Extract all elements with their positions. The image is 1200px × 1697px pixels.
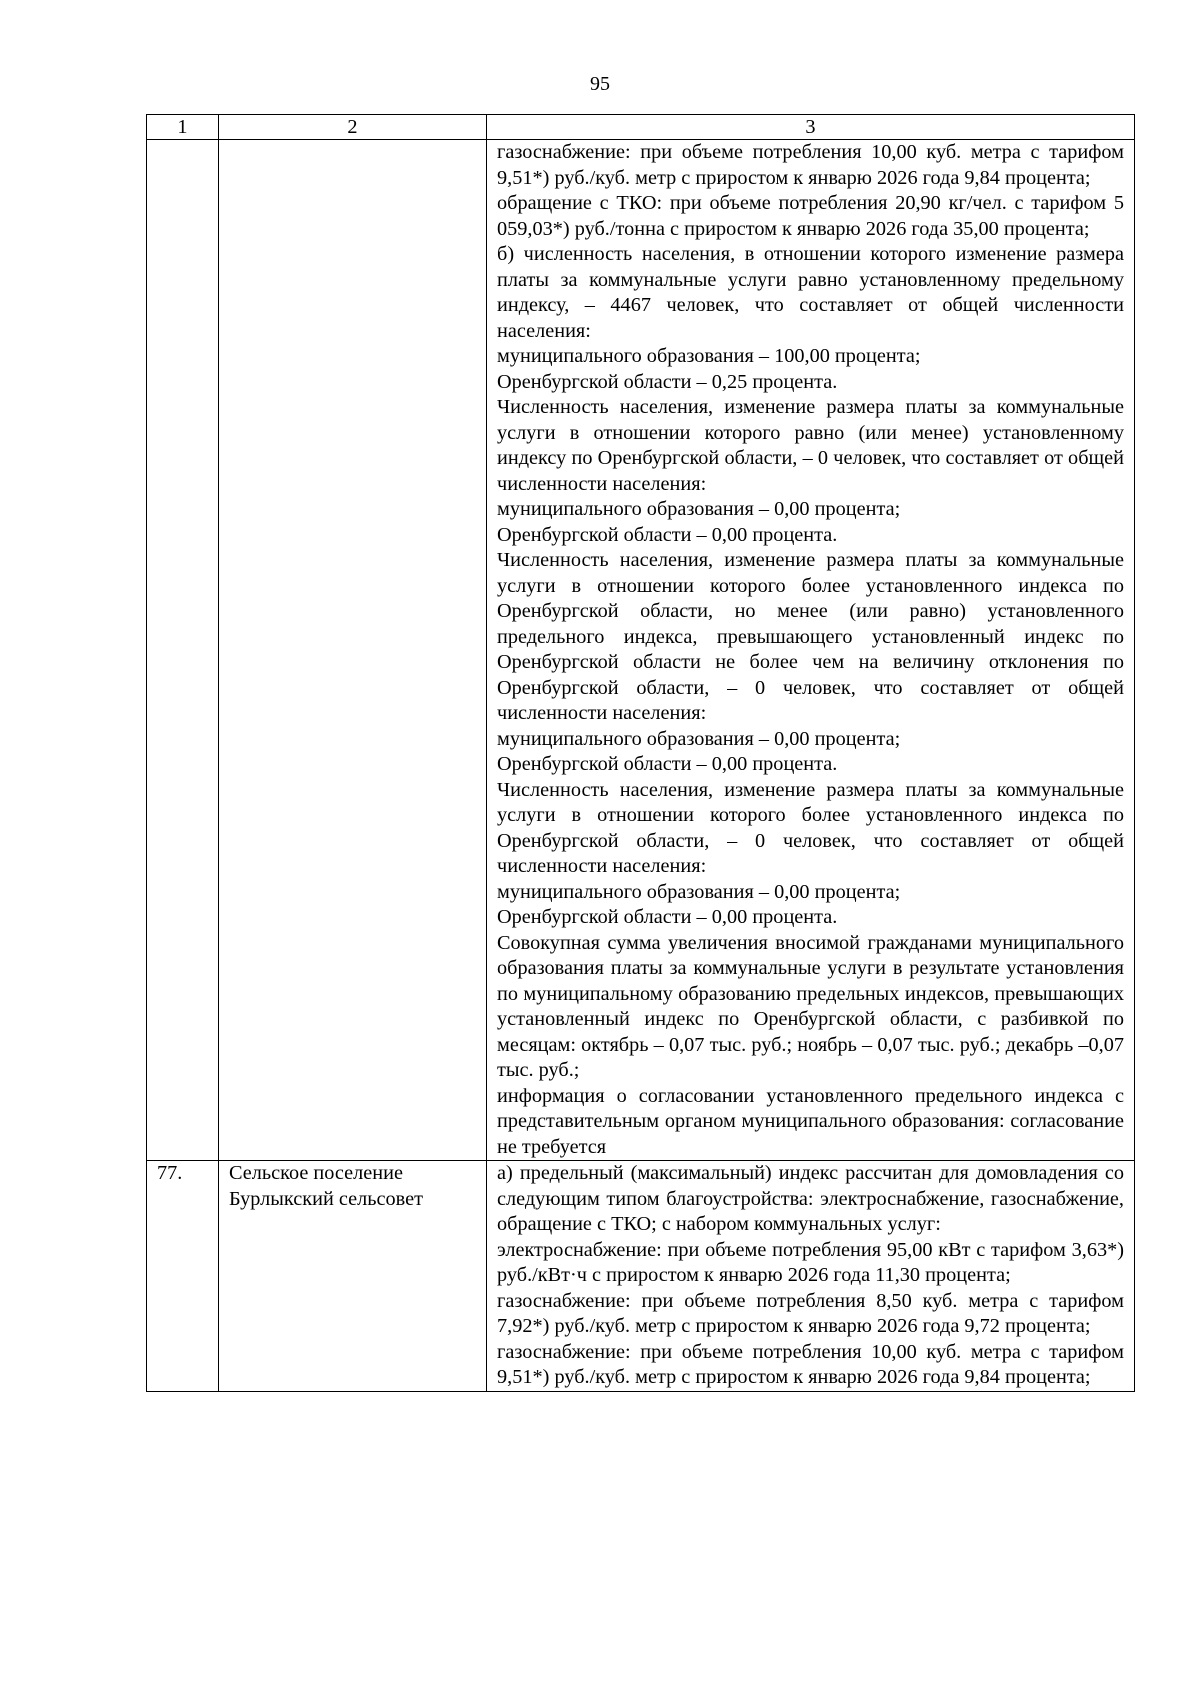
paragraph: муниципального образования – 0,00 процента; xyxy=(497,880,901,903)
paragraph: электроснабжение: при объеме потребления 95,00 кВт с тарифом 3,63*) руб./кВт·ч с приростом к январю 2026 года 11,30 процента; xyxy=(497,1238,1124,1286)
paragraph: Численность населения, изменение размера платы за коммунальные услуги в отношении которого более установленного индекса по Оренбургской области, но менее (или равно) установленного предельного индекса, превышающего установленный индекс по Оренбургской области не более чем на величину отклонения по Оренбургской области, – 0 человек, что составляет от общей численности населения: xyxy=(497,549,1124,724)
column-header-3: 3 xyxy=(487,115,1135,140)
municipality-name: Сельское поселение Бурлыкский сельсовет xyxy=(219,1161,487,1392)
paragraph: газоснабжение: при объеме потребления 8,50 куб. метра с тарифом 7,92*) руб./куб. метр с приростом к январю 2026 года 9,72 процента; xyxy=(497,1289,1124,1337)
paragraph: информация о согласовании установленного предельного индекса с представительным органом муниципального образования: согласование не требуется xyxy=(497,1084,1124,1158)
paragraph: муниципального образования – 0,00 процента; xyxy=(497,727,901,750)
paragraph: муниципального образования – 0,00 процента; xyxy=(497,498,901,520)
row-number: 77. xyxy=(147,1161,219,1392)
table-header-row xyxy=(147,115,1135,140)
page-number: 95 xyxy=(590,73,610,95)
paragraph: Оренбургской области – 0,00 процента. xyxy=(497,523,838,546)
indices-table xyxy=(146,114,1135,1392)
row-content xyxy=(487,1161,1135,1392)
paragraph: газоснабжение: при объеме потребления 10,00 куб. метра с тарифом 9,51*) руб./куб. метр с приростом к январю 2026 года 9,84 процента; xyxy=(497,1340,1124,1388)
paragraph: Оренбургской области – 0,00 процента. xyxy=(497,906,838,928)
paragraph: Совокупная сумма увеличения вносимой гражданами муниципального образования платы за коммунальные услуги в результате установления по муниципальному образованию предельных индексов, превышающих установленный индекс по Оренбургской области, с разбивкой по месяцам: октябрь – 0,07 тыс. руб.; ноябрь – 0,07 тыс. руб.; декабрь –0,07 тыс. руб.; xyxy=(497,931,1124,1081)
column-header-2: 2 xyxy=(219,115,487,140)
row-content xyxy=(487,140,1135,1161)
column-header-1: 1 xyxy=(147,115,219,140)
paragraph: Численность населения, изменение размера платы за коммунальные услуги в отношении которого более установленного индекса по Оренбургской области, – 0 человек, что составляет от общей численности населения: xyxy=(497,778,1124,877)
row-number xyxy=(147,140,219,1161)
table-row xyxy=(147,140,1135,1161)
municipality-name xyxy=(219,140,487,1161)
paragraph: Численность населения, изменение размера платы за коммунальные услуги в отношении которого равно (или менее) установленному индексу по Оренбургской области, – 0 человек, что составляет от общей численности населения: xyxy=(497,396,1124,495)
paragraph: газоснабжение: при объеме потребления 10,00 куб. метра с тарифом 9,51*) руб./куб. метр с приростом к январю 2026 года 9,84 процента; xyxy=(497,141,1124,189)
paragraph: Оренбургской области – 0,00 процента. xyxy=(497,753,838,775)
paragraph: муниципального образования – 100,00 процента; xyxy=(497,345,921,367)
paragraph: б) численность населения, в отношении которого изменение размера платы за коммунальные услуги равно установленному предельному индексу, – 4467 человек, что составляет от общей численности населения: xyxy=(497,243,1124,342)
paragraph: обращение с ТКО: при объеме потребления 20,90 кг/чел. с тарифом 5 059,03*) руб./тонна с приростом к январю 2026 года 35,00 процента; xyxy=(497,192,1124,240)
table-row xyxy=(147,1161,1135,1392)
paragraph: Оренбургской области – 0,25 процента. xyxy=(497,370,838,393)
paragraph: а) предельный (максимальный) индекс рассчитан для домовладения со следующим типом благоустройства: электроснабжение, газоснабжение, обращение с ТКО; с набором коммунальных услуг: xyxy=(497,1162,1124,1235)
